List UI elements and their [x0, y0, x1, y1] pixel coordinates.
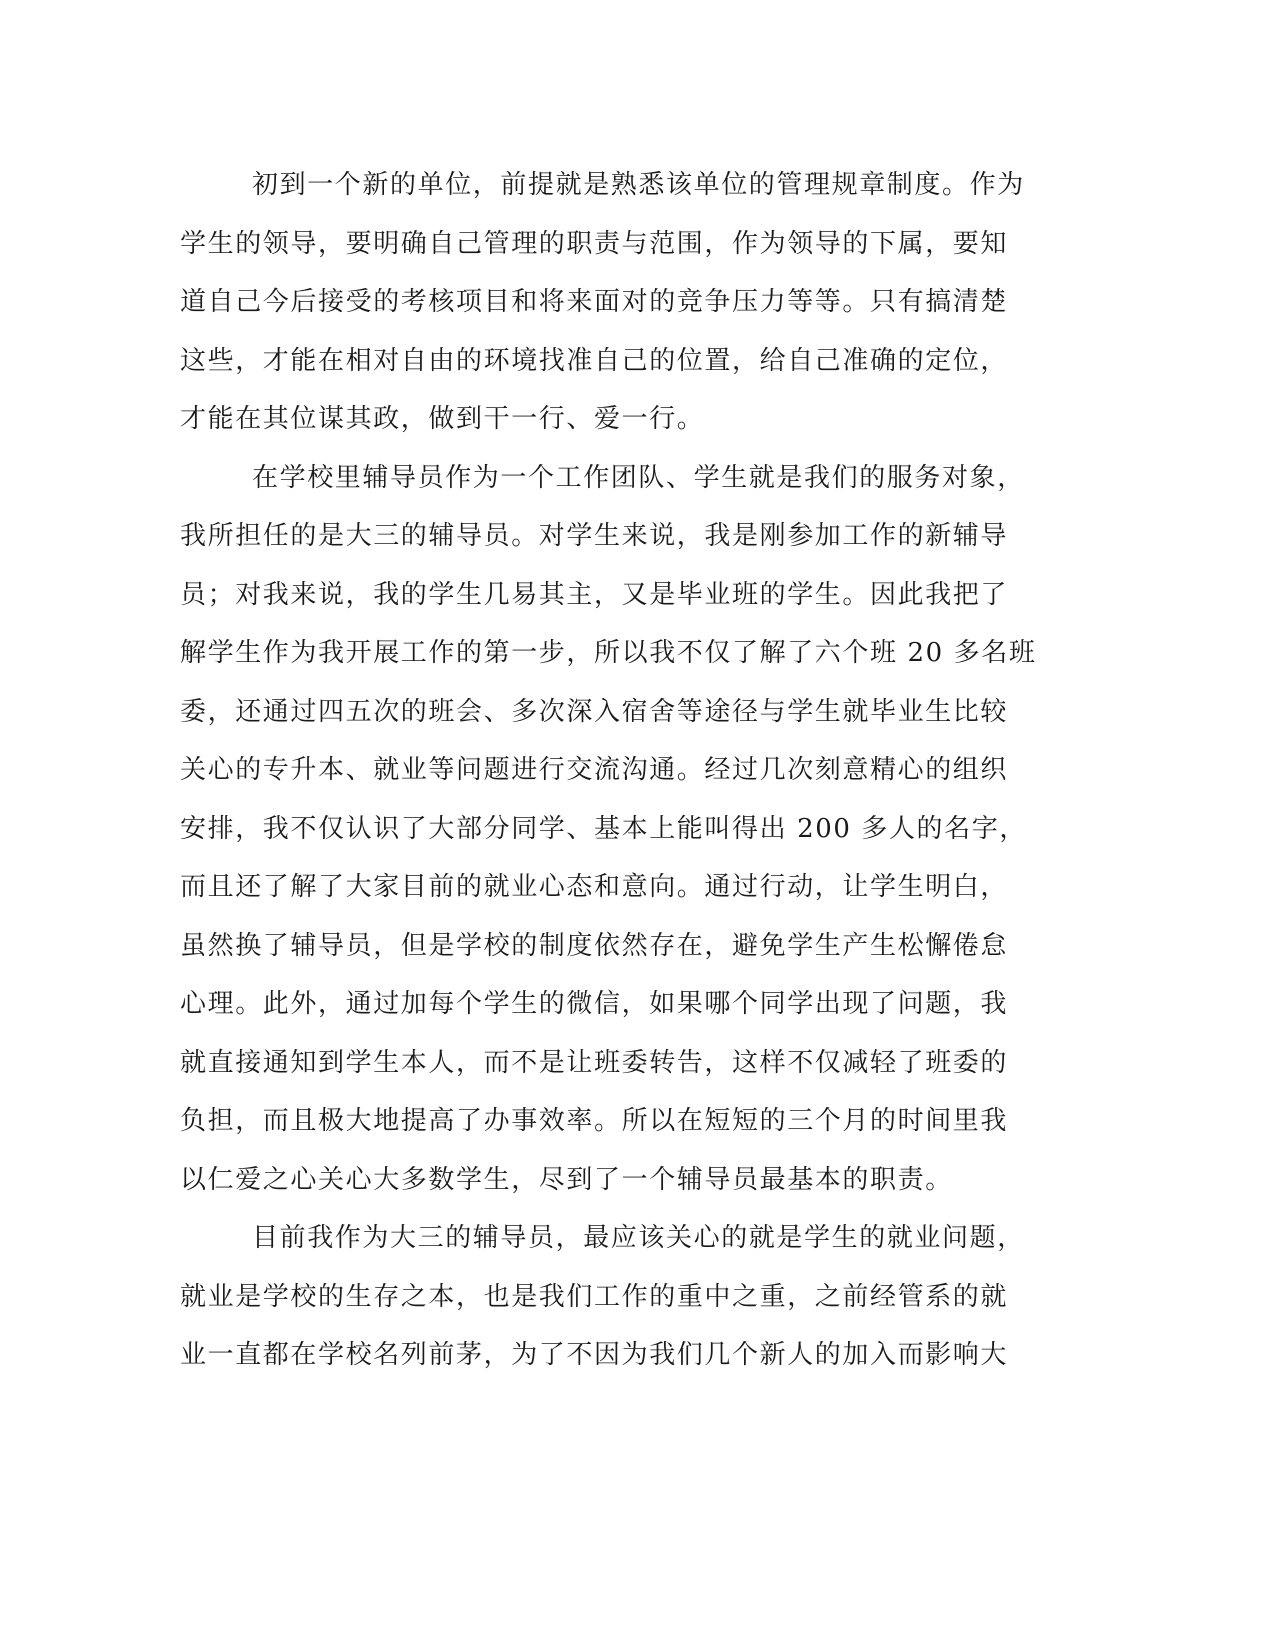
text-line: 心理。此外，通过加每个学生的微信，如果哪个同学出现了问题，我 [180, 989, 1009, 1019]
text-line: 这些，才能在相对自由的环境找准自己的位置，给自己准确的定位， [180, 345, 1009, 376]
paragraph-1 [180, 156, 1040, 449]
text-line: 才能在其位谋其政，做到干一行、爱一行。 [180, 404, 705, 434]
text-line: 就业是学校的生存之本，也是我们工作的重中之重，之前经管系的就 [180, 1281, 1009, 1312]
text-line: 负担，而且极大地提高了办事效率。所以在短短的三个月的时间里我 [180, 1106, 1009, 1136]
text-line: 就直接通知到学生本人，而不是让班委转告，这样不仅减轻了班委的 [180, 1047, 1009, 1078]
text-line: 员；对我来说，我的学生几易其主，又是毕业班的学生。因此我把了 [180, 579, 1009, 610]
paragraph-2 [180, 449, 1040, 1210]
text-line: 以仁爱之心关心大多数学生，尽到了一个辅导员最基本的职责。 [180, 1164, 953, 1195]
text-line: 安排，我不仅认识了大部分同学、基本上能叫得出 200 多人的名字， [180, 813, 1027, 844]
text-line: 业一直都在学校名列前茅，为了不因为我们几个新人的加入而影响大 [180, 1340, 1009, 1370]
paragraph-3 [180, 1209, 1040, 1385]
text-line: 关心的专升本、就业等问题进行交流沟通。经过几次刻意精心的组织 [180, 755, 1009, 785]
document-body [180, 156, 1040, 1385]
text-line: 学生的领导，要明确自己管理的职责与范围，作为领导的下属，要知 [180, 228, 1009, 259]
text-line: 目前我作为大三的辅导员，最应该关心的就是学生的就业问题， [252, 1223, 1025, 1253]
text-line: 初到一个新的单位，前提就是熟悉该单位的管理规章制度。作为 [252, 170, 1025, 200]
text-line: 委，还通过四五次的班会、多次深入宿舍等途径与学生就毕业生比较 [180, 696, 1009, 727]
text-line: 虽然换了辅导员，但是学校的制度依然存在，避免学生产生松懈倦怠 [180, 930, 1009, 961]
text-line: 道自己今后接受的考核项目和将来面对的竞争压力等等。只有搞清楚 [180, 287, 1009, 317]
text-line: 解学生作为我开展工作的第一步，所以我不仅了解了六个班 20 多名班 [180, 638, 1037, 668]
text-line: 而且还了解了大家目前的就业心态和意向。通过行动，让学生明白， [180, 872, 1009, 902]
text-line: 我所担任的是大三的辅导员。对学生来说，我是刚参加工作的新辅导 [180, 521, 1009, 551]
text-line: 在学校里辅导员作为一个工作团队、学生就是我们的服务对象， [252, 462, 1025, 493]
